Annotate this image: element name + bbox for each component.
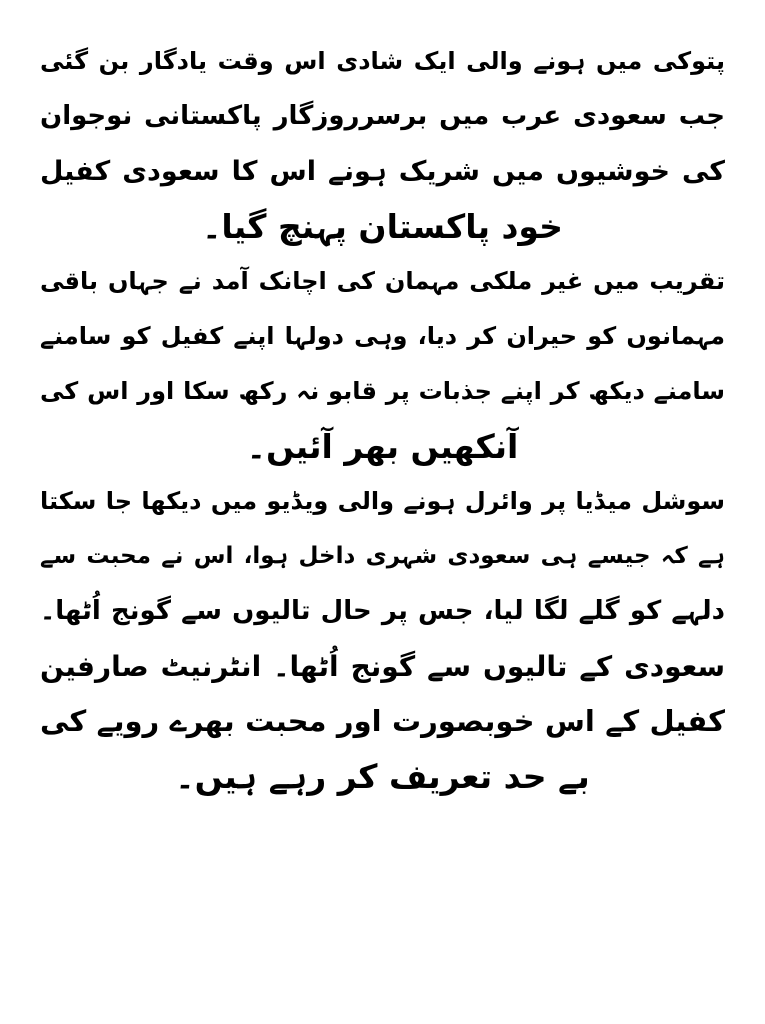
text-line: خود پاکستان پہنچ گیا۔	[202, 207, 563, 246]
paragraph-2	[40, 254, 725, 474]
text-line: سعودی کے تالیوں سے گونج اُٹھا۔ انٹرنیٹ صارفین	[40, 650, 725, 683]
text-line: سوشل میڈیا پر وائرل ہونے والی ویڈیو میں دیکھا جا سکتا	[40, 487, 725, 515]
text-line: کفیل کے اس خوبصورت اور محبت بھرے رویے کی	[40, 704, 725, 738]
text-line: بے حد تعریف کر رہے ہیں۔	[175, 757, 590, 796]
text-line: سامنے دیکھ کر اپنے جذبات پر قابو نہ رکھ سکا اور اس کی	[40, 377, 725, 405]
text-line: ہے کہ جیسے ہی سعودی شہری داخل ہوا، اس نے محبت سے	[40, 543, 725, 569]
text-line: دلہے کو گلے لگا لیا، جس پر حال تالیوں سے گونج اُٹھا۔	[40, 596, 725, 626]
text-line: مہمانوں کو حیران کر دیا، وہی دولہا اپنے کفیل کو سامنے	[40, 322, 725, 350]
text-line: آنکھیں بھر آئیں۔	[246, 427, 519, 466]
paragraph-3	[40, 474, 725, 804]
article-body	[40, 34, 725, 804]
text-line: جب سعودی عرب میں برسرروزگار پاکستانی نوجوان	[40, 101, 725, 131]
text-line: تقریب میں غیر ملکی مہمان کی اچانک آمد نے جہاں باقی	[40, 267, 725, 295]
paragraph-1	[40, 34, 725, 254]
text-line: پتوکی میں ہونے والی ایک شادی اس وقت یادگار بن گئی	[40, 47, 725, 75]
text-line: کی خوشیوں میں شریک ہونے اس کا سعودی کفیل	[40, 156, 725, 187]
